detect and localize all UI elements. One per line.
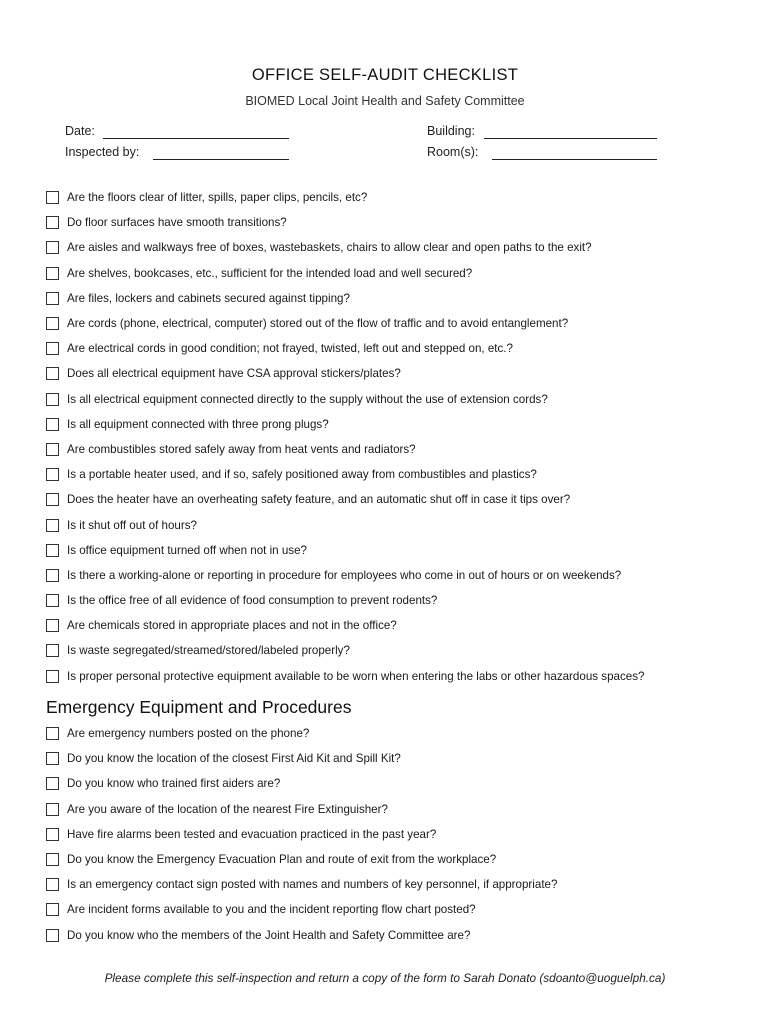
checklist-item: [46, 336, 746, 361]
checkbox[interactable]: [46, 670, 59, 683]
emergency-checklist: [46, 721, 746, 948]
checklist-item-label: Are combustibles stored safely away from heat vents and radiators?: [67, 442, 416, 456]
checklist-item: [46, 210, 746, 235]
footer-note: Please complete this self-inspection and return a copy of the form to Sarah Donato (sdoanto@uoguelph.ca): [104, 971, 666, 985]
checkbox[interactable]: [46, 191, 59, 204]
building-label: Building:: [427, 124, 475, 138]
checklist-item-label: Is there a working-alone or reporting in procedure for employees who come in out of hours or on weekends?: [67, 568, 622, 582]
checkbox[interactable]: [46, 619, 59, 632]
checklist-item-label: Is a portable heater used, and if so, safely positioned away from combustibles and plastics?: [67, 468, 537, 482]
checklist-item-label: Is all equipment connected with three prong plugs?: [67, 417, 329, 431]
checklist-item-label: Is proper personal protective equipment available to be worn when entering the labs or other hazardous spaces?: [67, 669, 645, 683]
checkbox[interactable]: [46, 803, 59, 816]
checkbox[interactable]: [46, 777, 59, 790]
checklist-item: [46, 512, 746, 537]
checkbox[interactable]: [46, 468, 59, 481]
checklist-item: [46, 638, 746, 663]
checklist-item-label: Does all electrical equipment have CSA approval stickers/plates?: [67, 367, 401, 381]
checkbox[interactable]: [46, 752, 59, 765]
checklist-item: [46, 311, 746, 336]
inspected-by-label: Inspected by:: [65, 145, 140, 159]
checkbox[interactable]: [46, 418, 59, 431]
building-field: [427, 124, 475, 138]
checklist-item: [46, 588, 746, 613]
checklist-item-label: Is waste segregated/streamed/stored/labeled properly?: [67, 644, 350, 658]
emergency-item: [46, 746, 746, 771]
checklist-item-label: Are aisles and walkways free of boxes, wastebaskets, chairs to allow clear and open paths to the exit?: [67, 241, 592, 255]
emergency-item-label: Are you aware of the location of the nearest Fire Extinguisher?: [67, 802, 388, 816]
checklist-item: [46, 437, 746, 462]
rooms-input-line[interactable]: [492, 145, 657, 160]
checkbox[interactable]: [46, 443, 59, 456]
checkbox[interactable]: [46, 342, 59, 355]
checkbox[interactable]: [46, 493, 59, 506]
checkbox[interactable]: [46, 393, 59, 406]
checkbox[interactable]: [46, 241, 59, 254]
date-field: [65, 124, 95, 138]
checklist-item: [46, 387, 746, 412]
emergency-item: [46, 897, 746, 922]
checklist-item-label: Are the floors clear of litter, spills, paper clips, pencils, etc?: [67, 191, 368, 205]
checkbox[interactable]: [46, 292, 59, 305]
checklist-item-label: Is the office free of all evidence of food consumption to prevent rodents?: [67, 594, 438, 608]
building-input-line[interactable]: [484, 124, 657, 139]
emergency-item-label: Do you know the location of the closest First Aid Kit and Spill Kit?: [67, 752, 401, 766]
checklist-item-label: Are shelves, bookcases, etc., sufficient for the intended load and well secured?: [67, 266, 473, 280]
emergency-item-label: Do you know who the members of the Joint Health and Safety Committee are?: [67, 928, 471, 942]
inspected-by-input-line[interactable]: [153, 145, 289, 160]
checkbox[interactable]: [46, 929, 59, 942]
checklist-item: [46, 538, 746, 563]
checklist-item-label: Are files, lockers and cabinets secured against tipping?: [67, 291, 350, 305]
checkbox[interactable]: [46, 267, 59, 280]
emergency-section-heading: Emergency Equipment and Procedures: [46, 697, 352, 717]
emergency-item: [46, 822, 746, 847]
checkbox[interactable]: [46, 644, 59, 657]
emergency-item-label: Are incident forms available to you and the incident reporting flow chart posted?: [67, 903, 476, 917]
checkbox[interactable]: [46, 216, 59, 229]
checkbox[interactable]: [46, 853, 59, 866]
checklist-item: [46, 563, 746, 588]
page-title: OFFICE SELF-AUDIT CHECKLIST: [251, 66, 519, 84]
emergency-item: [46, 923, 746, 948]
checkbox[interactable]: [46, 367, 59, 380]
checklist-item-label: Are electrical cords in good condition; not frayed, twisted, left out and stepped on, etc.?: [67, 342, 513, 356]
checkbox[interactable]: [46, 878, 59, 891]
date-label: Date:: [65, 124, 95, 138]
emergency-item: [46, 771, 746, 796]
checklist-item: [46, 412, 746, 437]
inspected-by-field: [65, 145, 139, 159]
emergency-item-label: Have fire alarms been tested and evacuation practiced in the past year?: [67, 827, 437, 841]
checklist-item-label: Is it shut off out of hours?: [67, 518, 197, 532]
checklist-item: [46, 613, 746, 638]
checkbox[interactable]: [46, 569, 59, 582]
checkbox[interactable]: [46, 594, 59, 607]
checklist-item: [46, 235, 746, 260]
checklist-item-label: Is office equipment turned off when not in use?: [67, 543, 307, 557]
page-subtitle: BIOMED Local Joint Health and Safety Committee: [245, 94, 525, 108]
checklist-item: [46, 261, 746, 286]
emergency-item: [46, 797, 746, 822]
checklist-item: [46, 361, 746, 386]
checkbox[interactable]: [46, 903, 59, 916]
emergency-item-label: Do you know the Emergency Evacuation Plan and route of exit from the workplace?: [67, 853, 497, 867]
rooms-field: [427, 145, 478, 159]
emergency-item-label: Are emergency numbers posted on the phone?: [67, 727, 310, 741]
general-checklist: [46, 185, 746, 689]
emergency-item: [46, 721, 746, 746]
emergency-item: [46, 872, 746, 897]
checklist-item-label: Does the heater have an overheating safety feature, and an automatic shut off in case it tips over?: [67, 493, 571, 507]
checklist-item: [46, 487, 746, 512]
checklist-item: [46, 185, 746, 210]
checklist-item: [46, 462, 746, 487]
rooms-label: Room(s):: [427, 145, 479, 159]
date-input-line[interactable]: [103, 124, 289, 139]
checkbox[interactable]: [46, 544, 59, 557]
checkbox[interactable]: [46, 519, 59, 532]
checkbox[interactable]: [46, 727, 59, 740]
emergency-item: [46, 847, 746, 872]
checklist-item-label: Is all electrical equipment connected directly to the supply without the use of extension cords?: [67, 392, 548, 406]
checklist-item-label: Do floor surfaces have smooth transitions?: [67, 216, 287, 230]
emergency-item-label: Do you know who trained first aiders are?: [67, 777, 281, 791]
emergency-item-label: Is an emergency contact sign posted with names and numbers of key personnel, if appropriate?: [67, 878, 558, 892]
checklist-item: [46, 286, 746, 311]
checkbox[interactable]: [46, 828, 59, 841]
checklist-item-label: Are cords (phone, electrical, computer) stored out of the flow of traffic and to avoid entanglement?: [67, 317, 569, 331]
checklist-item: [46, 664, 746, 689]
checklist-item-label: Are chemicals stored in appropriate places and not in the office?: [67, 619, 397, 633]
checkbox[interactable]: [46, 317, 59, 330]
